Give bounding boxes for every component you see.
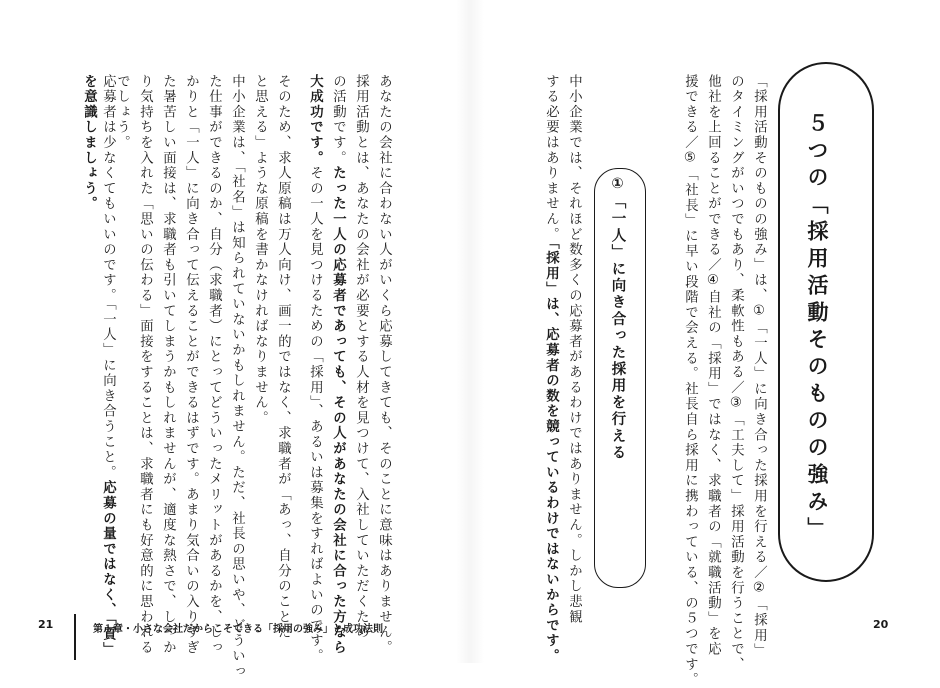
text-line: た仕事ができるのか、自分（求職者）にとってどういったメリットがあるかを、しっ bbox=[206, 74, 222, 656]
text-line: 採用活動とは、あなたの会社が必要とする人材を見つけて、入社していただくため bbox=[353, 74, 369, 641]
text-line: でしょう。 bbox=[114, 74, 130, 151]
text-line-emphasis: 大成功です。 bbox=[307, 74, 323, 166]
page-number-left: 21 bbox=[38, 618, 54, 631]
text-line-plain: 応募者は少なくてもいいのです。「一人」に向き合うこと。 bbox=[100, 74, 116, 481]
footer-divider bbox=[74, 614, 76, 660]
body-line-1: 中小企業では、それほど数多くの応募者があるわけではありません。しかし悲観 bbox=[566, 74, 582, 625]
intro-line-2: のタイミングがいつでもあり、柔軟性もある／③「工夫して」採用活動を行うことで、 bbox=[728, 74, 744, 673]
text-line: あなたの会社に合わない人がいくら応募してきても、そのことに意味はありません。 bbox=[376, 74, 392, 656]
text-line bbox=[100, 74, 116, 658]
running-header: 第１章・小さな会社だからこそできる「採用の強み」と成功法則 bbox=[93, 624, 383, 635]
intro-line-4: 援できる／⑤「社長」に早い段階で会える。社長自ら採用に携わっている、の５つです。 bbox=[682, 74, 698, 688]
text-line-plain: その一人を見つけるための「採用」、あるいは募集をすればよいのです。 bbox=[307, 165, 323, 665]
text-line: た暑苦しい面接は、求職者も引いてしまうかもしれませんが、適度な熱さで、しっか bbox=[160, 74, 176, 656]
text-line: そのため、求人原稿は万人向け、画一的ではなく、求職者が「あっ、自分のことだ bbox=[275, 74, 291, 641]
section-title: ５つの「採用活動そのものの強み」 bbox=[805, 112, 829, 544]
intro-line-1: 「採用活動そのものの強み」は、①「一人」に向き合った採用を行える／②「採用」 bbox=[751, 74, 767, 659]
page-number-right: 20 bbox=[873, 618, 889, 631]
text-line-plain: の活動です。 bbox=[330, 74, 346, 166]
body-line-2-text: する必要はありません。 bbox=[543, 74, 559, 243]
text-line: 中小企業は、「社名」は知られていないかもしれません。ただ、社長の思いや、どういっ bbox=[229, 74, 245, 680]
text-line: り気持ちを入れた「思いの伝わる」面接をすることは、求職者にも好意的に思われる bbox=[137, 74, 153, 656]
text-line-emphasis: 応募の量ではなく、「質」 bbox=[100, 480, 116, 658]
text-line: かりと「一人」に向き合って伝えることができるはずです。あまり気合いの入りすぎ bbox=[183, 74, 199, 656]
body-emphasis: 「採用」は、応募者の数を競っているわけではないからです。 bbox=[543, 242, 559, 665]
intro-line-3: 他社を上回ることができる／④自社の「採用」ではなく、求職者の「就職活動」を応 bbox=[705, 74, 721, 657]
text-line bbox=[82, 74, 95, 594]
text-line-emphasis: たった一人の応募者であっても、その人があなたの会社に合った方なら bbox=[330, 165, 346, 656]
text-line: と思える」ような原稿を書かなければなりません。 bbox=[252, 74, 268, 426]
body-line-2 bbox=[543, 74, 559, 665]
gutter bbox=[456, 0, 484, 663]
text-line-emphasis: を意識しましょう。 bbox=[81, 74, 97, 212]
text-line bbox=[330, 74, 346, 656]
subheading: ①「一人」に向き合った採用を行える bbox=[609, 176, 626, 462]
text-line bbox=[307, 74, 323, 665]
